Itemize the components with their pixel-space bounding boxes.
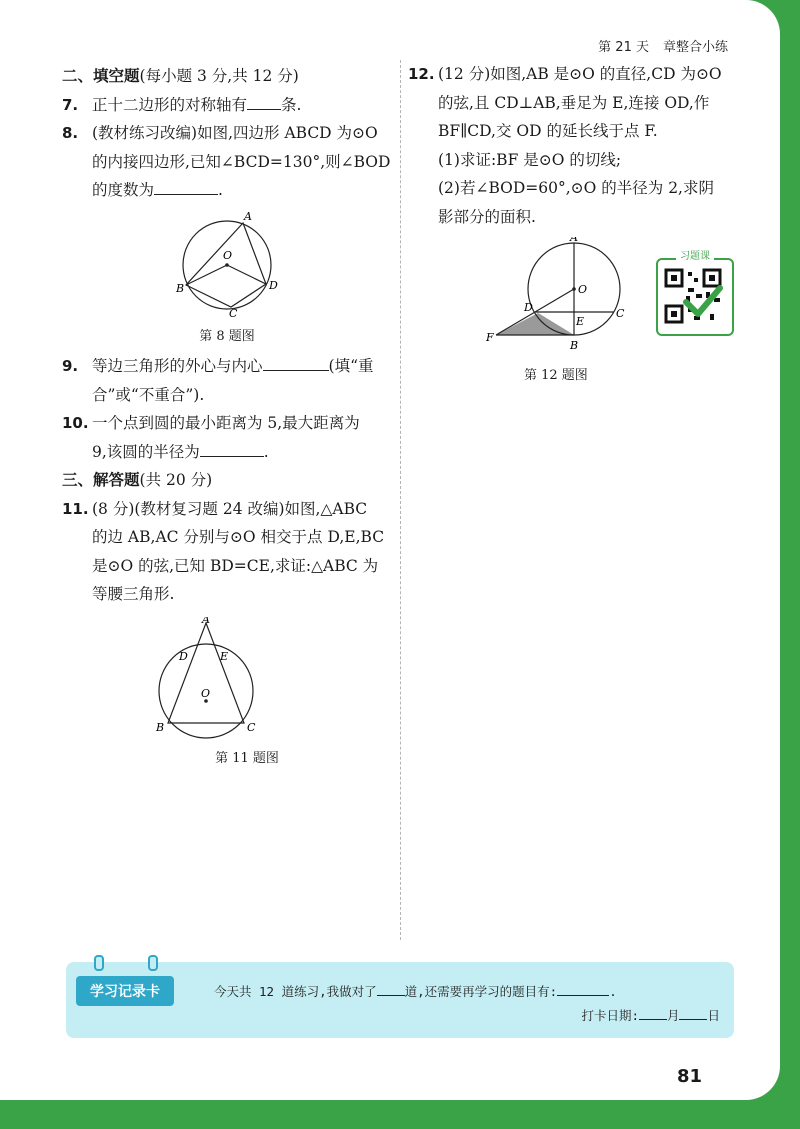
label-d: D <box>524 301 533 314</box>
question-11: 11. (8 分)(教材复习题 24 改编)如图,△ABC 的边 AB,AC 分别与⊙O 相交于点 D,E,BC 是⊙O 的弦,已知 BD=CE,求证:△ABC 为 等腰三角形. <box>62 495 392 609</box>
question-7: 7. 正十二边形的对称轴有 条. <box>62 91 392 120</box>
triangle-abc <box>168 623 244 723</box>
review-questions-blank[interactable] <box>557 982 609 996</box>
label-a: A <box>244 209 252 223</box>
column-divider <box>400 60 401 940</box>
label-o: O <box>201 686 211 700</box>
label-o: O <box>578 283 588 296</box>
label-d: D <box>269 278 278 292</box>
label-a: A <box>570 237 578 244</box>
qr-pattern-icon <box>658 260 728 330</box>
month-blank[interactable] <box>639 1006 667 1020</box>
qr-label: 习题课 <box>676 250 714 264</box>
label-c: C <box>247 720 256 734</box>
answer-blank[interactable] <box>200 439 264 457</box>
header-title: 章整合小练 <box>662 40 728 55</box>
question-number: 9. <box>62 357 79 375</box>
figure-8-caption: 第 8 题图 <box>199 329 255 344</box>
label-o: O <box>223 248 233 262</box>
correct-count-blank[interactable] <box>377 982 405 996</box>
binder-ring-icon <box>94 955 104 971</box>
label-a: A <box>202 616 210 626</box>
label-b: B <box>176 281 185 295</box>
label-e: E <box>576 315 585 328</box>
answer-blank[interactable] <box>154 177 218 195</box>
question-number: 7. <box>62 95 79 114</box>
record-progress-line: 今天共 12 道练习,我做对了 道,还需要再学习的题目有: . <box>214 984 617 999</box>
study-record-card <box>66 962 734 1038</box>
label-b: B <box>570 339 579 352</box>
figure-11-caption: 第 11 题图 <box>215 751 279 766</box>
figure-11 <box>62 617 392 751</box>
figure-12-caption: 第 12 题图 <box>524 367 588 383</box>
record-date-line: 打卡日期: 月 日 <box>581 1008 720 1023</box>
question-12: 12. (12 分)如图,AB 是⊙O 的直径,CD 为⊙O 的弦,且 CD⊥AB,垂足为 E,连接 OD,作 BF∥CD,交 OD 的延长线于点 F. (1)求证:BF 是⊙O 的切线; (2)若∠BOD=60°,⊙O 的半径为 2,求阴 影部分的面积. <box>408 60 734 231</box>
question-number: 8. <box>62 124 79 142</box>
answer-blank[interactable] <box>247 92 281 110</box>
center-point <box>572 287 576 291</box>
label-f: F <box>486 331 494 344</box>
label-c: C <box>229 306 238 319</box>
figure-8-diagram <box>172 209 282 319</box>
day-blank[interactable] <box>679 1006 707 1020</box>
figure-11-diagram <box>148 617 268 741</box>
header-day: 第 21 天 <box>598 40 649 55</box>
qr-code[interactable] <box>656 251 734 336</box>
question-number: 12. <box>408 65 435 83</box>
record-card-label: 学习记录卡 <box>76 976 174 1006</box>
segment-ob <box>186 265 227 285</box>
label-d: D <box>179 649 188 663</box>
page-number: 81 <box>676 1066 702 1087</box>
page-header <box>598 36 728 55</box>
label-c: C <box>616 307 625 320</box>
question-10: 10. 一个点到圆的最小距离为 5,最大距离为 9,该圆的半径为 . <box>62 409 392 466</box>
question-number: 11. <box>62 499 89 518</box>
question-number: 10. <box>62 414 89 432</box>
left-column <box>62 62 392 768</box>
binder-ring-icon <box>148 955 158 971</box>
center-point <box>225 263 229 267</box>
label-b: B <box>156 720 165 734</box>
section-fill-blank-title: 二、填空题(每小题 3 分,共 12 分) <box>62 67 299 85</box>
section-answer-title: 三、解答题(共 20 分) <box>62 471 213 489</box>
label-e: E <box>220 649 229 663</box>
question-8: 8. (教材练习改编)如图,四边形 ABCD 为⊙O 的内接四边形,已知∠BCD=130°,则∠BOD 的度数为 . <box>62 119 392 205</box>
answer-blank[interactable] <box>263 353 329 371</box>
figure-8 <box>62 209 392 347</box>
figure-12-diagram <box>482 237 642 357</box>
question-9: 9. 等边三角形的外心与内心 (填“重 合”或“不重合”). <box>62 352 392 409</box>
